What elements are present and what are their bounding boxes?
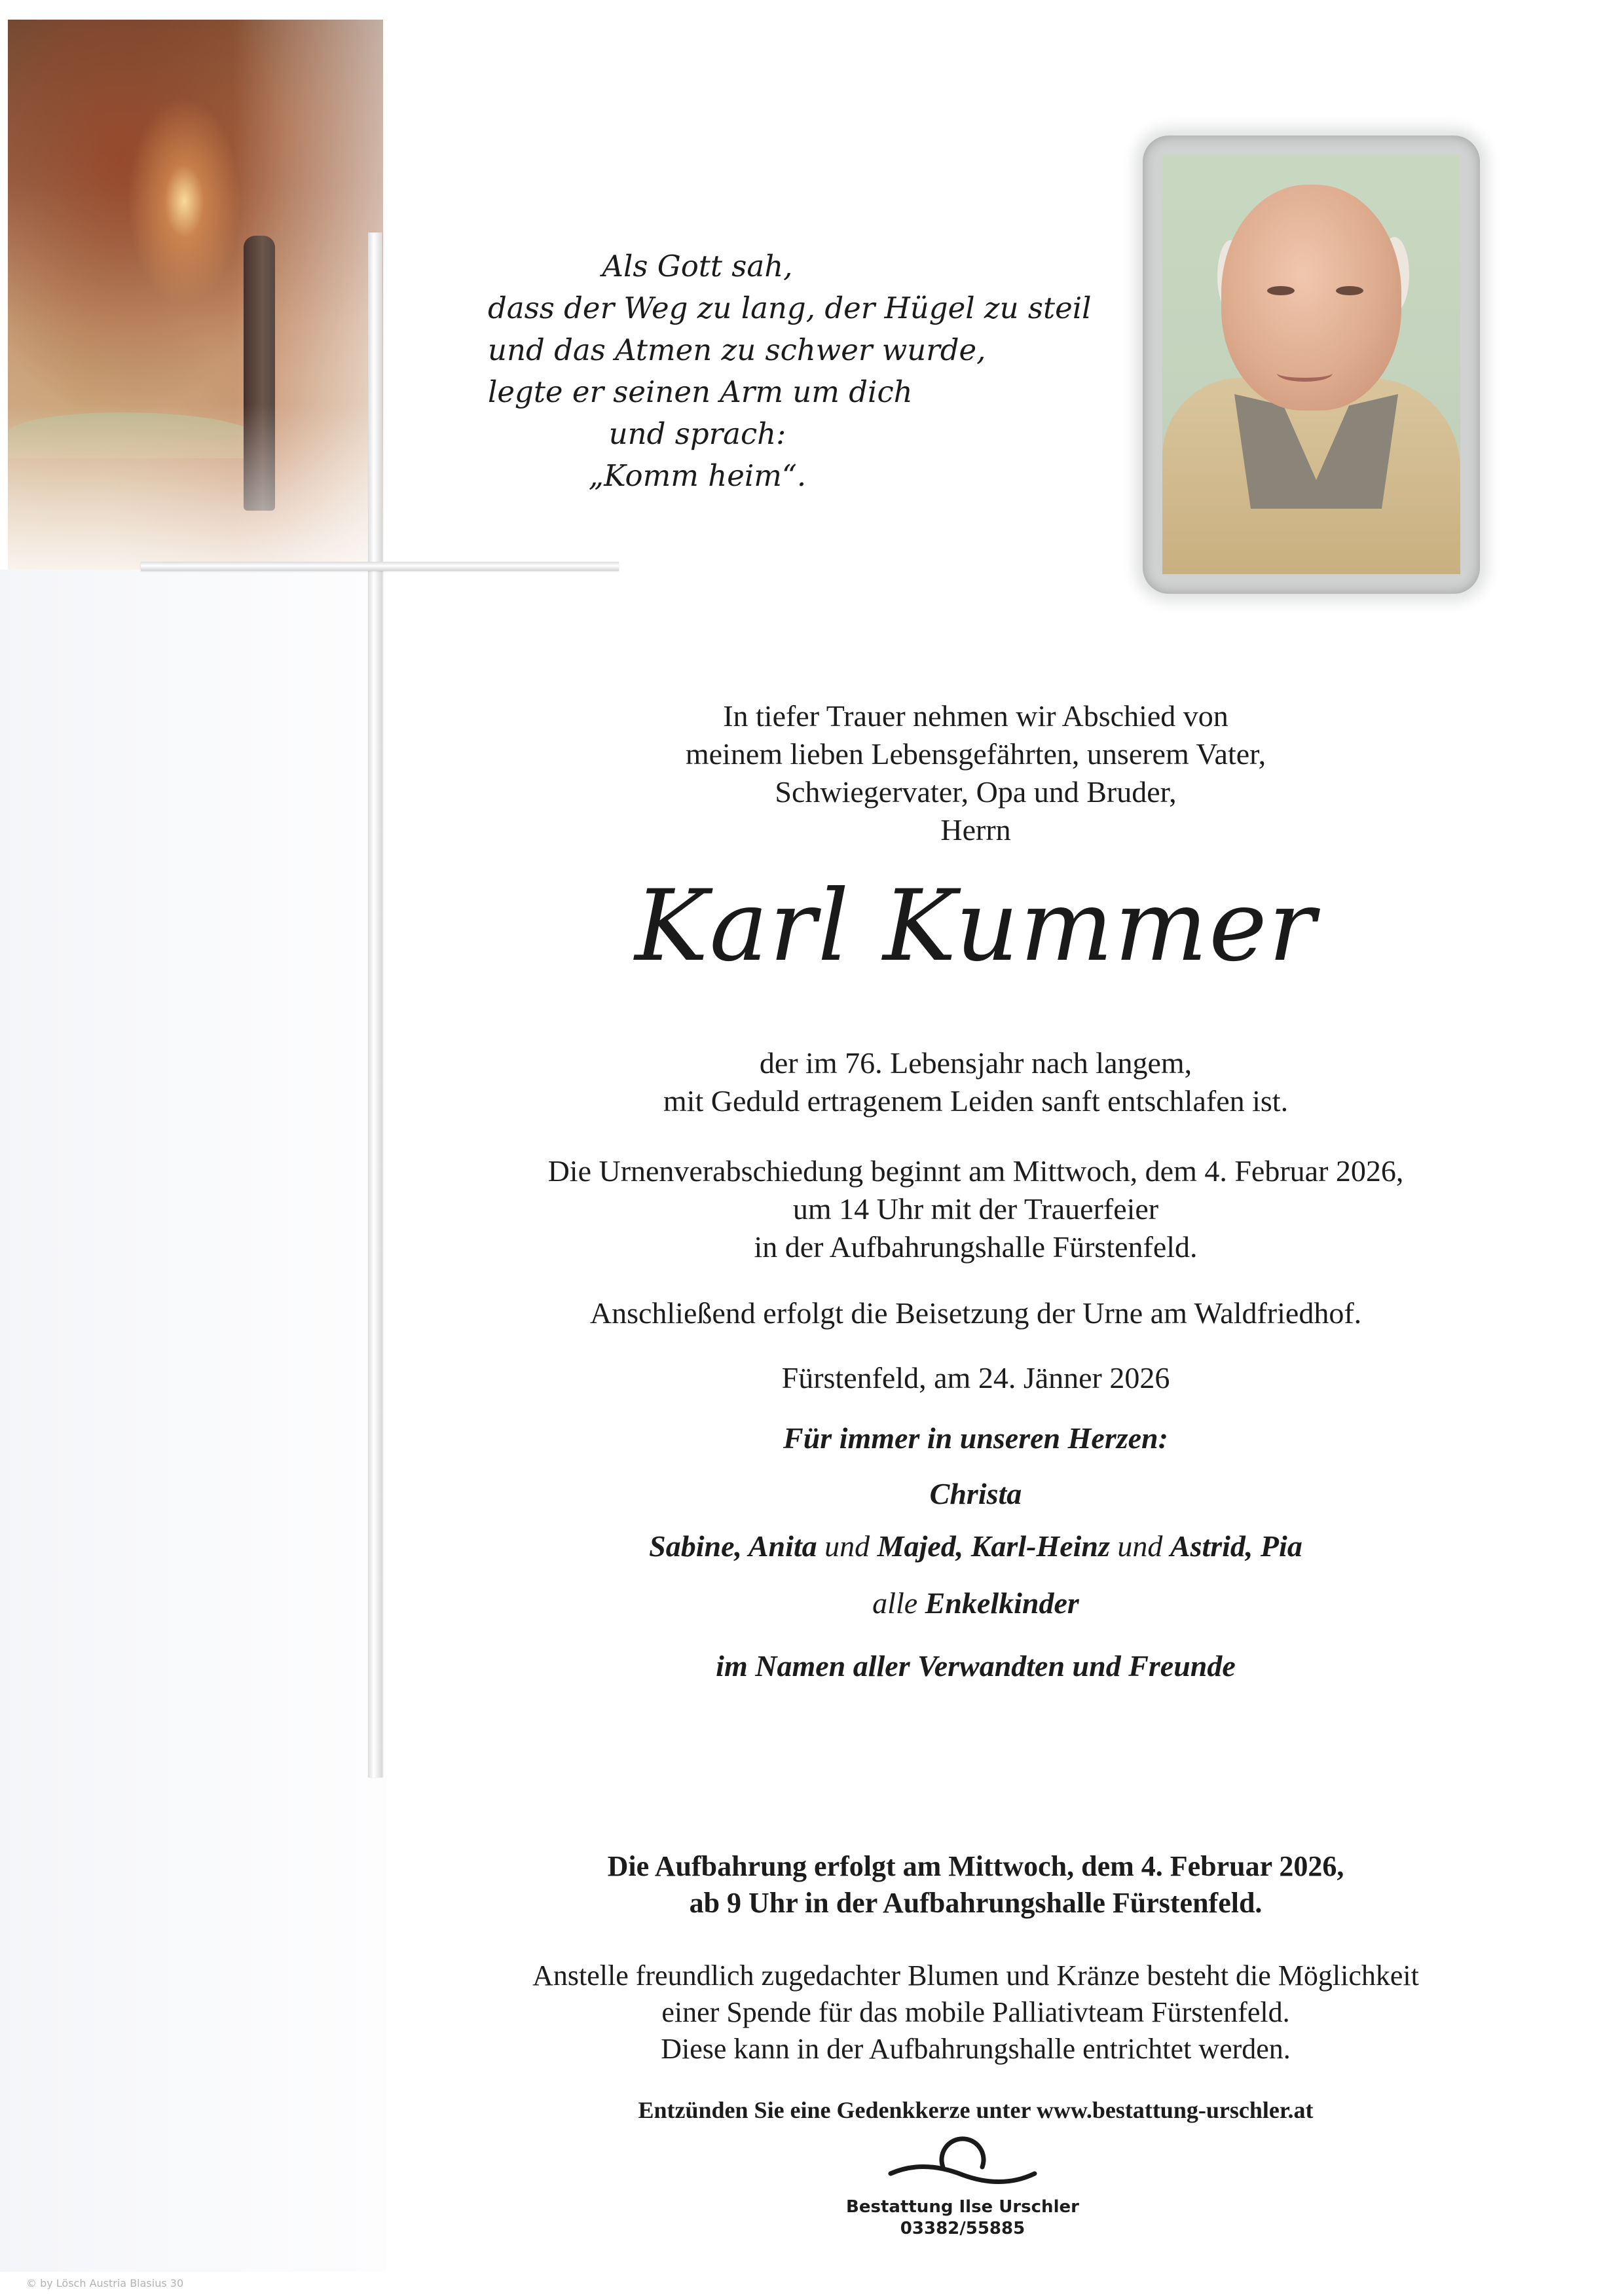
ceremony-line: in der Aufbahrungshalle Fürstenfeld. xyxy=(754,1230,1198,1264)
deceased-name: Karl Kummer xyxy=(635,869,1317,983)
poem-line: „Komm heim“. xyxy=(588,458,807,493)
poem-line: und sprach: xyxy=(608,416,786,451)
poem-line: und das Atmen zu schwer wurde, xyxy=(488,333,986,367)
portrait-mouth xyxy=(1277,365,1333,382)
passing-line: der im 76. Lebensjahr nach langem, xyxy=(759,1046,1192,1080)
poem-line: legte er seinen Arm um dich xyxy=(488,374,913,409)
portrait-eye-left xyxy=(1267,286,1295,295)
funeral-home-phone: 03382/55885 xyxy=(900,2219,1025,2238)
mourner-names: Sabine, Anita xyxy=(649,1529,817,1563)
autumn-tree-image xyxy=(8,20,383,570)
viewing-line: ab 9 Uhr in der Aufbahrungshalle Fürstenfeld. xyxy=(689,1887,1263,1919)
ceremony-line: Die Urnenverabschiedung beginnt am Mittwoch, dem 4. Februar 2026, xyxy=(547,1154,1404,1188)
memorial-candle-link[interactable]: Entzünden Sie eine Gedenkkerze unter www.bestattung-urschler.at xyxy=(638,2097,1314,2123)
mourner-grandchildren xyxy=(458,1584,1493,1622)
mourner-conjunction: und xyxy=(1109,1529,1170,1563)
place-and-date: Fürstenfeld, am 24. Jänner 2026 xyxy=(781,1361,1170,1394)
donation-request xyxy=(458,1958,1493,2068)
viewing-line: Die Aufbahrung erfolgt am Mittwoch, dem 4. Februar 2026, xyxy=(607,1850,1344,1882)
mourner-children xyxy=(458,1527,1493,1565)
mourner-conjunction: und xyxy=(817,1529,877,1563)
copyright-note: © by Lösch Austria Blasius 30 xyxy=(26,2277,184,2289)
ceremony-line: um 14 Uhr mit der Trauerfeier xyxy=(792,1192,1159,1226)
grandchildren-prefix: alle xyxy=(872,1586,925,1620)
intro-line: In tiefer Trauer nehmen wir Abschied von xyxy=(723,699,1228,733)
burial-note: Anschließend erfolgt die Beisetzung der Urne am Waldfriedhof. xyxy=(589,1296,1362,1330)
poem-line: dass der Weg zu lang, der Hügel zu steil xyxy=(488,291,1092,325)
passing-statement xyxy=(458,1044,1493,1120)
cross-vertical-beam xyxy=(368,232,382,1777)
mourners-heading: Für immer in unseren Herzen: xyxy=(783,1421,1168,1455)
mourner-names: Astrid, Pia xyxy=(1170,1529,1302,1563)
intro-line: meinem lieben Lebensgefährten, unserem Vater, xyxy=(685,737,1266,771)
sun-horizon-logo-icon xyxy=(877,2136,1048,2188)
intro-line: Schwiegervater, Opa und Bruder, xyxy=(775,775,1177,809)
mourner-names: Majed, Karl-Heinz xyxy=(877,1529,1110,1563)
portrait-eye-right xyxy=(1336,286,1363,295)
funeral-home-name: Bestattung Ilse Urschler xyxy=(846,2197,1079,2217)
mourner-partner: Christa xyxy=(929,1477,1022,1510)
passing-line: mit Geduld ertragenem Leiden sanft entschlafen ist. xyxy=(663,1084,1289,1118)
donation-line: Diese kann in der Aufbahrungshalle entrichtet werden. xyxy=(661,2033,1291,2065)
portrait-photo xyxy=(1162,155,1460,574)
left-margin-shade xyxy=(0,570,386,2272)
image-fade-overlay xyxy=(8,20,383,570)
viewing-details xyxy=(458,1848,1493,1922)
funeral-home-info xyxy=(760,2196,1166,2240)
cross-horizontal-beam xyxy=(141,562,619,571)
ceremony-details xyxy=(458,1152,1493,1266)
poem-line: Als Gott sah, xyxy=(602,249,793,283)
donation-line: Anstelle freundlich zugedachter Blumen und Kränze besteht die Möglichkeit xyxy=(532,1959,1419,1992)
memorial-poem xyxy=(488,246,1092,497)
grandchildren-label: Enkelkinder xyxy=(925,1586,1079,1620)
intro-line: Herrn xyxy=(940,813,1011,847)
mourners-closing: im Namen aller Verwandten und Freunde xyxy=(716,1649,1236,1683)
announcement-intro xyxy=(458,697,1493,849)
donation-line: einer Spende für das mobile Palliativteam Fürstenfeld. xyxy=(661,1996,1290,2028)
